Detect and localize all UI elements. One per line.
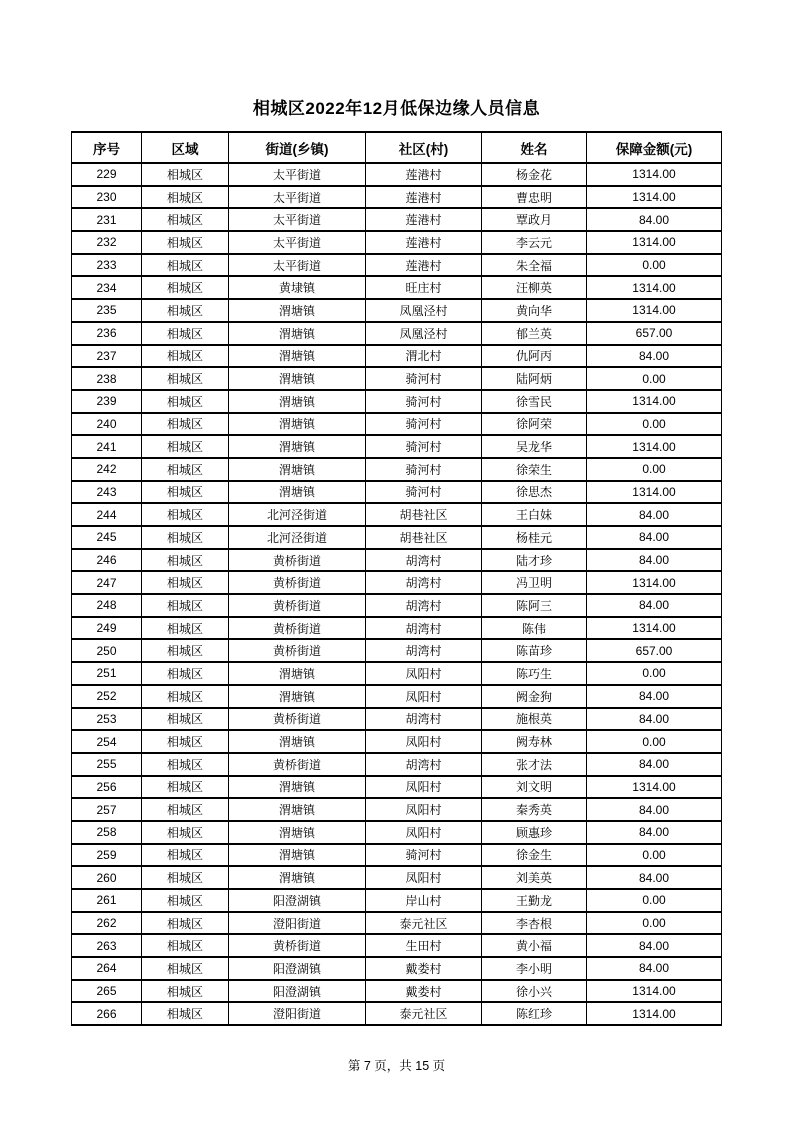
- table-cell: 陈红珍: [482, 1002, 587, 1025]
- table-cell: 刘文明: [482, 776, 587, 799]
- table-cell: 徐思杰: [482, 481, 587, 504]
- table-cell: 1314.00: [587, 1002, 722, 1025]
- table-cell: 北河泾街道: [229, 503, 366, 526]
- table-cell: 1314.00: [587, 163, 722, 186]
- table-cell: 相城区: [142, 503, 229, 526]
- table-cell: 凤阳村: [366, 866, 482, 889]
- table-cell: 阙寿林: [482, 730, 587, 753]
- table-row: [72, 912, 722, 935]
- table-cell: 84.00: [587, 708, 722, 731]
- table-cell: 相城区: [142, 1002, 229, 1025]
- table-body: [72, 163, 722, 1025]
- table-cell: 渭塘镇: [229, 481, 366, 504]
- table-cell: 1314.00: [587, 776, 722, 799]
- table-cell: 255: [72, 753, 142, 776]
- table-row: [72, 390, 722, 413]
- table-cell: 黄桥街道: [229, 934, 366, 957]
- table-cell: 莲港村: [366, 254, 482, 277]
- column-header: 社区(村): [366, 132, 482, 163]
- table-cell: 渭塘镇: [229, 866, 366, 889]
- table-cell: 234: [72, 276, 142, 299]
- table-row: [72, 730, 722, 753]
- table-cell: 232: [72, 231, 142, 254]
- table-cell: 黄桥街道: [229, 617, 366, 640]
- table-cell: 陈阿三: [482, 594, 587, 617]
- table-cell: 北河泾街道: [229, 526, 366, 549]
- table-cell: 骑河村: [366, 413, 482, 436]
- column-header: 姓名: [482, 132, 587, 163]
- table-cell: 相城区: [142, 889, 229, 912]
- table-cell: 相城区: [142, 186, 229, 209]
- column-header: 街道(乡镇): [229, 132, 366, 163]
- table-cell: 84.00: [587, 594, 722, 617]
- table-cell: 239: [72, 390, 142, 413]
- table-cell: 生田村: [366, 934, 482, 957]
- table-cell: 阳澄湖镇: [229, 980, 366, 1003]
- table-cell: 229: [72, 163, 142, 186]
- table-cell: 黄向华: [482, 299, 587, 322]
- table-cell: 凤阳村: [366, 798, 482, 821]
- table-cell: 相城区: [142, 685, 229, 708]
- table-cell: 渭塘镇: [229, 435, 366, 458]
- table-row: [72, 889, 722, 912]
- table-cell: 凤阳村: [366, 821, 482, 844]
- table-cell: 262: [72, 912, 142, 935]
- table-cell: 84.00: [587, 549, 722, 572]
- page-number-footer: 第 7 页，共 15 页: [347, 1059, 446, 1073]
- table-cell: 仇阿丙: [482, 345, 587, 368]
- table-cell: 相城区: [142, 798, 229, 821]
- table-cell: 0.00: [587, 730, 722, 753]
- table-cell: 渭塘镇: [229, 776, 366, 799]
- table-row: [72, 481, 722, 504]
- table-cell: 84.00: [587, 934, 722, 957]
- table-cell: 秦秀英: [482, 798, 587, 821]
- table-row: [72, 571, 722, 594]
- table-cell: 太平街道: [229, 254, 366, 277]
- table-cell: 陆才珍: [482, 549, 587, 572]
- table-row: [72, 685, 722, 708]
- table-cell: 黄桥街道: [229, 753, 366, 776]
- table-cell: 1314.00: [587, 186, 722, 209]
- table-cell: 黄埭镇: [229, 276, 366, 299]
- table-cell: 0.00: [587, 844, 722, 867]
- table-cell: 骑河村: [366, 458, 482, 481]
- table-row: [72, 708, 722, 731]
- table-cell: 陈苗珍: [482, 639, 587, 662]
- table-cell: 徐阿荣: [482, 413, 587, 436]
- table-cell: 胡湾村: [366, 617, 482, 640]
- table-cell: 1314.00: [587, 299, 722, 322]
- table-cell: 澄阳街道: [229, 912, 366, 935]
- table-cell: 黄桥街道: [229, 594, 366, 617]
- table-cell: 242: [72, 458, 142, 481]
- table-row: [72, 435, 722, 458]
- records-table: [71, 131, 722, 1026]
- table-cell: 0.00: [587, 254, 722, 277]
- table-cell: 相城区: [142, 299, 229, 322]
- table-cell: 258: [72, 821, 142, 844]
- table-cell: 渭塘镇: [229, 458, 366, 481]
- table-cell: 261: [72, 889, 142, 912]
- table-header: [72, 132, 722, 163]
- table-cell: 杨金花: [482, 163, 587, 186]
- table-cell: 0.00: [587, 912, 722, 935]
- table-cell: 相城区: [142, 435, 229, 458]
- table-cell: 凤凰泾村: [366, 322, 482, 345]
- table-cell: 相城区: [142, 254, 229, 277]
- table-cell: 相城区: [142, 776, 229, 799]
- table-cell: 235: [72, 299, 142, 322]
- table-cell: 李杏根: [482, 912, 587, 935]
- table-cell: 相城区: [142, 912, 229, 935]
- table-cell: 84.00: [587, 345, 722, 368]
- table-cell: 黄桥街道: [229, 639, 366, 662]
- table-cell: 相城区: [142, 526, 229, 549]
- table-cell: 渭塘镇: [229, 730, 366, 753]
- table-cell: 戴娄村: [366, 957, 482, 980]
- table-row: [72, 980, 722, 1003]
- table-cell: 胡湾村: [366, 571, 482, 594]
- table-cell: 0.00: [587, 458, 722, 481]
- table-row: [72, 798, 722, 821]
- table-cell: 曹忠明: [482, 186, 587, 209]
- table-cell: 84.00: [587, 503, 722, 526]
- table-cell: 相城区: [142, 231, 229, 254]
- table-row: [72, 549, 722, 572]
- table-cell: 骑河村: [366, 844, 482, 867]
- table-cell: 1314.00: [587, 390, 722, 413]
- table-cell: 241: [72, 435, 142, 458]
- table-cell: 251: [72, 662, 142, 685]
- table-row: [72, 367, 722, 390]
- table-row: [72, 254, 722, 277]
- table-cell: 1314.00: [587, 617, 722, 640]
- table-cell: 1314.00: [587, 231, 722, 254]
- table-cell: 248: [72, 594, 142, 617]
- table-cell: 1314.00: [587, 571, 722, 594]
- table-cell: 245: [72, 526, 142, 549]
- table-cell: 覃政月: [482, 208, 587, 231]
- table-cell: 247: [72, 571, 142, 594]
- table-cell: 澄阳街道: [229, 1002, 366, 1025]
- table-cell: 李小明: [482, 957, 587, 980]
- table-cell: 0.00: [587, 662, 722, 685]
- table-cell: 泰元社区: [366, 1002, 482, 1025]
- table-cell: 黄桥街道: [229, 708, 366, 731]
- table-cell: 相城区: [142, 481, 229, 504]
- table-row: [72, 208, 722, 231]
- table-cell: 230: [72, 186, 142, 209]
- table-cell: 253: [72, 708, 142, 731]
- table-cell: 相城区: [142, 662, 229, 685]
- table-cell: 相城区: [142, 163, 229, 186]
- table-cell: 渭塘镇: [229, 685, 366, 708]
- table-cell: 渭塘镇: [229, 662, 366, 685]
- table-cell: 骑河村: [366, 390, 482, 413]
- table-cell: 刘美英: [482, 866, 587, 889]
- table-row: [72, 345, 722, 368]
- table-cell: 莲港村: [366, 208, 482, 231]
- table-cell: 骑河村: [366, 367, 482, 390]
- table-cell: 1314.00: [587, 481, 722, 504]
- table-cell: 太平街道: [229, 231, 366, 254]
- table-cell: 黄桥街道: [229, 571, 366, 594]
- table-cell: 238: [72, 367, 142, 390]
- table-cell: 郁兰英: [482, 322, 587, 345]
- table-cell: 阳澄湖镇: [229, 889, 366, 912]
- table-cell: 太平街道: [229, 208, 366, 231]
- table-cell: 相城区: [142, 367, 229, 390]
- table-cell: 84.00: [587, 685, 722, 708]
- table-cell: 250: [72, 639, 142, 662]
- table-cell: 相城区: [142, 934, 229, 957]
- table-cell: 施根英: [482, 708, 587, 731]
- table-row: [72, 163, 722, 186]
- table-cell: 陈巧生: [482, 662, 587, 685]
- table-cell: 骑河村: [366, 435, 482, 458]
- table-cell: 凤阳村: [366, 730, 482, 753]
- table-cell: 凤阳村: [366, 662, 482, 685]
- table-cell: 渭塘镇: [229, 798, 366, 821]
- table-cell: 84.00: [587, 798, 722, 821]
- table-cell: 259: [72, 844, 142, 867]
- table-cell: 相城区: [142, 617, 229, 640]
- table-row: [72, 413, 722, 436]
- table-cell: 相城区: [142, 549, 229, 572]
- table-cell: 渭塘镇: [229, 299, 366, 322]
- table-cell: 263: [72, 934, 142, 957]
- table-cell: 阙金狗: [482, 685, 587, 708]
- table-cell: 265: [72, 980, 142, 1003]
- table-cell: 王白妹: [482, 503, 587, 526]
- table-cell: 渭北村: [366, 345, 482, 368]
- table-cell: 旺庄村: [366, 276, 482, 299]
- table-row: [72, 844, 722, 867]
- table-cell: 264: [72, 957, 142, 980]
- table-row: [72, 639, 722, 662]
- table-cell: 257: [72, 798, 142, 821]
- table-cell: 266: [72, 1002, 142, 1025]
- table-cell: 胡巷社区: [366, 503, 482, 526]
- table-cell: 李云元: [482, 231, 587, 254]
- table-cell: 戴娄村: [366, 980, 482, 1003]
- table-row: [72, 617, 722, 640]
- table-cell: 相城区: [142, 594, 229, 617]
- table-row: [72, 458, 722, 481]
- table-cell: 王勤龙: [482, 889, 587, 912]
- table-cell: 657.00: [587, 639, 722, 662]
- column-header: 保障金额(元): [587, 132, 722, 163]
- table-row: [72, 276, 722, 299]
- table-cell: 阳澄湖镇: [229, 957, 366, 980]
- table-row: [72, 821, 722, 844]
- table-cell: 渭塘镇: [229, 413, 366, 436]
- table-cell: 237: [72, 345, 142, 368]
- table-cell: 莲港村: [366, 231, 482, 254]
- table-cell: 相城区: [142, 413, 229, 436]
- column-header: 区域: [142, 132, 229, 163]
- table-cell: 骑河村: [366, 481, 482, 504]
- table-cell: 256: [72, 776, 142, 799]
- table-cell: 太平街道: [229, 163, 366, 186]
- table-row: [72, 322, 722, 345]
- table-cell: 太平街道: [229, 186, 366, 209]
- table-row: [72, 776, 722, 799]
- table-cell: 相城区: [142, 821, 229, 844]
- table-row: [72, 186, 722, 209]
- table-cell: 泰元社区: [366, 912, 482, 935]
- table-cell: 相城区: [142, 276, 229, 299]
- table-cell: 杨桂元: [482, 526, 587, 549]
- table-cell: 相城区: [142, 639, 229, 662]
- table-row: [72, 231, 722, 254]
- table-cell: 胡湾村: [366, 594, 482, 617]
- table-cell: 84.00: [587, 526, 722, 549]
- column-header: 序号: [72, 132, 142, 163]
- table-header-row: [72, 132, 722, 163]
- table-cell: 渭塘镇: [229, 390, 366, 413]
- page-title: 相城区2022年12月低保边缘人员信息: [252, 99, 541, 118]
- table-cell: 渭塘镇: [229, 367, 366, 390]
- table-cell: 吴龙华: [482, 435, 587, 458]
- table-cell: 莲港村: [366, 163, 482, 186]
- table-cell: 凤阳村: [366, 776, 482, 799]
- table-row: [72, 503, 722, 526]
- table-cell: 246: [72, 549, 142, 572]
- table-cell: 相城区: [142, 844, 229, 867]
- table-cell: 陈伟: [482, 617, 587, 640]
- table-cell: 0.00: [587, 367, 722, 390]
- table-cell: 相城区: [142, 458, 229, 481]
- table-cell: 1314.00: [587, 435, 722, 458]
- table-cell: 张才法: [482, 753, 587, 776]
- table-cell: 胡湾村: [366, 708, 482, 731]
- table-row: [72, 299, 722, 322]
- table-cell: 黄小福: [482, 934, 587, 957]
- table-cell: 徐小兴: [482, 980, 587, 1003]
- table-cell: 236: [72, 322, 142, 345]
- table-cell: 汪柳英: [482, 276, 587, 299]
- table-cell: 徐雪民: [482, 390, 587, 413]
- table-cell: 252: [72, 685, 142, 708]
- table-cell: 黄桥街道: [229, 549, 366, 572]
- table-cell: 84.00: [587, 957, 722, 980]
- table-row: [72, 957, 722, 980]
- table-cell: 相城区: [142, 866, 229, 889]
- table-cell: 84.00: [587, 866, 722, 889]
- table-cell: 渭塘镇: [229, 821, 366, 844]
- table-row: [72, 934, 722, 957]
- table-cell: 胡湾村: [366, 753, 482, 776]
- table-cell: 657.00: [587, 322, 722, 345]
- table-cell: 陆阿炳: [482, 367, 587, 390]
- table-cell: 相城区: [142, 208, 229, 231]
- table-cell: 1314.00: [587, 980, 722, 1003]
- table-cell: 相城区: [142, 730, 229, 753]
- table-row: [72, 662, 722, 685]
- table-cell: 相城区: [142, 957, 229, 980]
- table-cell: 84.00: [587, 821, 722, 844]
- table-cell: 相城区: [142, 345, 229, 368]
- table-cell: 240: [72, 413, 142, 436]
- table-cell: 相城区: [142, 753, 229, 776]
- table-cell: 胡湾村: [366, 549, 482, 572]
- table-row: [72, 753, 722, 776]
- table-cell: 相城区: [142, 980, 229, 1003]
- table-cell: 260: [72, 866, 142, 889]
- table-cell: 凤凰泾村: [366, 299, 482, 322]
- table-cell: 231: [72, 208, 142, 231]
- table-cell: 相城区: [142, 571, 229, 594]
- table-row: [72, 1002, 722, 1025]
- table-cell: 渭塘镇: [229, 345, 366, 368]
- table-cell: 莲港村: [366, 186, 482, 209]
- table-cell: 84.00: [587, 208, 722, 231]
- table-cell: 朱全福: [482, 254, 587, 277]
- table-cell: 胡巷社区: [366, 526, 482, 549]
- table-cell: 249: [72, 617, 142, 640]
- table-cell: 相城区: [142, 322, 229, 345]
- table-cell: 相城区: [142, 390, 229, 413]
- table-cell: 凤阳村: [366, 685, 482, 708]
- table-cell: 渭塘镇: [229, 322, 366, 345]
- table-cell: 233: [72, 254, 142, 277]
- table-cell: 0.00: [587, 889, 722, 912]
- table-cell: 1314.00: [587, 276, 722, 299]
- table-cell: 徐荣生: [482, 458, 587, 481]
- table-row: [72, 866, 722, 889]
- table-cell: 0.00: [587, 413, 722, 436]
- table-cell: 244: [72, 503, 142, 526]
- table-cell: 84.00: [587, 753, 722, 776]
- table-row: [72, 526, 722, 549]
- table-cell: 胡湾村: [366, 639, 482, 662]
- table-cell: 243: [72, 481, 142, 504]
- table-cell: 岸山村: [366, 889, 482, 912]
- table-cell: 254: [72, 730, 142, 753]
- table-cell: 徐金生: [482, 844, 587, 867]
- table-cell: 相城区: [142, 708, 229, 731]
- table-row: [72, 594, 722, 617]
- table-cell: 冯卫明: [482, 571, 587, 594]
- table-cell: 顾惠珍: [482, 821, 587, 844]
- table-cell: 渭塘镇: [229, 844, 366, 867]
